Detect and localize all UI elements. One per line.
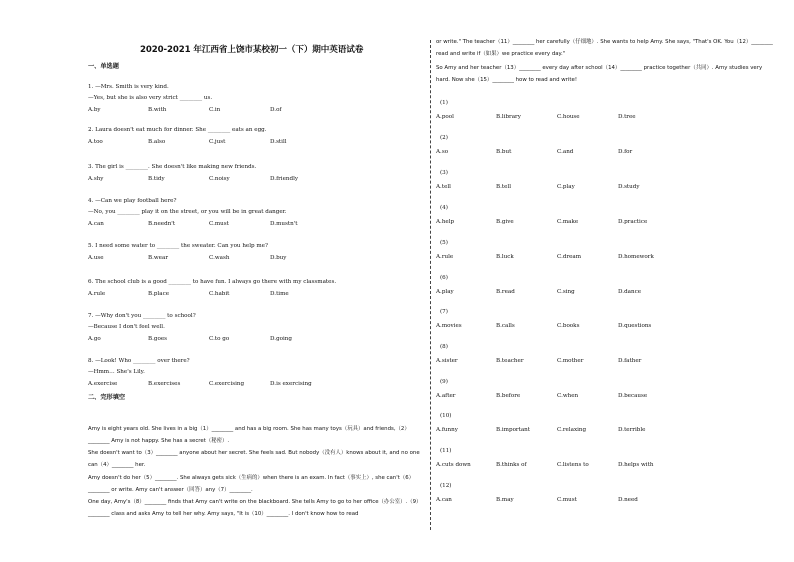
cloze-question-number: (8) — [440, 344, 448, 350]
question-1-options — [88, 107, 418, 114]
section-heading-single-choice: 一、单选题 — [88, 63, 119, 70]
cloze-6-option-b: B.read — [496, 289, 515, 295]
question-8-text: 8. —Look! Who ________ over there? — [88, 358, 190, 364]
cloze-11-options — [436, 462, 766, 469]
passage-paragraph: Amy doesn't do her（5）________. She always gets sick（生病的）when there is an exam. In fact（事实上）, she can't（6）________ or write. Amy can't answer（回答）any（7）________. — [88, 475, 415, 493]
passage-paragraph: Amy is eight years old. She lives in a big（1）________ and has a big room. She has many toys（玩具）and friends,（2）________ Amy is not happy. She has a secret（秘密）. — [88, 426, 410, 444]
cloze-4-option-c: C.make — [557, 219, 579, 225]
question-3-options — [88, 176, 418, 183]
question-5-option-b: B.wear — [148, 255, 168, 261]
cloze-question-number: (2) — [440, 135, 448, 141]
question-8-option-c: C.exercising — [209, 381, 245, 387]
cloze-12-option-c: C.must — [557, 497, 577, 503]
cloze-2-option-d: D.for — [618, 149, 633, 155]
cloze-1-option-d: D.tree — [618, 114, 636, 120]
cloze-7-options — [436, 323, 766, 330]
cloze-9-option-c: C.when — [557, 393, 579, 399]
cloze-8-option-a: A.sister — [436, 358, 458, 364]
question-5-option-c: C.wash — [209, 255, 230, 261]
cloze-4-option-a: A.help — [436, 219, 455, 225]
cloze-3-options — [436, 184, 766, 191]
question-4-text: 4. —Can we play football here? — [88, 198, 177, 204]
cloze-7-option-d: D.questions — [618, 323, 652, 329]
question-2-option-d: D.still — [270, 139, 287, 145]
cloze-6-option-c: C.sing — [557, 289, 575, 295]
page-title: 2020-2021 年江西省上饶市某校初一（下）期中英语试卷 — [140, 45, 364, 55]
cloze-2-options — [436, 149, 766, 156]
question-8-options — [88, 381, 418, 388]
cloze-question-number: (12) — [440, 483, 452, 489]
cloze-10-option-d: D.terrible — [618, 427, 646, 433]
cloze-7-option-a: A.movies — [436, 323, 462, 329]
question-5-text: 5. I need some water to ________ the sweater. Can you help me? — [88, 243, 268, 249]
cloze-question-number: (3) — [440, 170, 448, 176]
cloze-7-option-c: C.books — [557, 323, 580, 329]
cloze-11-option-a: A.cuts down — [436, 462, 471, 468]
question-1-option-d: D.of — [270, 107, 282, 113]
question-8-option-d: D.is exercising — [270, 381, 312, 387]
cloze-5-option-d: D.homework — [618, 254, 654, 260]
question-7-option-b: B.goes — [148, 336, 168, 342]
question-8-text: —Hmm… She's Lily. — [88, 369, 145, 375]
question-3-text: 3. The girl is ________. She doesn't like making new friends. — [88, 164, 257, 170]
cloze-4-option-b: B.give — [496, 219, 514, 225]
cloze-6-option-d: D.dance — [618, 289, 642, 295]
cloze-10-option-c: C.relaxing — [557, 427, 587, 433]
cloze-12-option-b: B.may — [496, 497, 514, 503]
question-1-option-c: C.in — [209, 107, 221, 113]
cloze-10-options — [436, 427, 766, 434]
cloze-10-option-b: B.important — [496, 427, 531, 433]
cloze-8-options — [436, 358, 766, 365]
question-3-option-d: D.friendly — [270, 176, 299, 182]
cloze-5-option-b: B.luck — [496, 254, 514, 260]
question-7-option-d: D.going — [270, 336, 292, 342]
cloze-question-number: (1) — [440, 100, 448, 106]
question-5-option-d: D.buy — [270, 255, 287, 261]
question-1-text: 1. —Mrs. Smith is very kind. — [88, 84, 169, 90]
cloze-1-option-c: C.house — [557, 114, 580, 120]
cloze-8-option-d: D.father — [618, 358, 642, 364]
cloze-9-option-b: B.before — [496, 393, 521, 399]
cloze-11-option-d: D.helps with — [618, 462, 654, 468]
question-7-text: —Because I don't feel well. — [88, 324, 165, 330]
question-4-option-d: D.mustn't — [270, 221, 298, 227]
cloze-1-option-a: A.pool — [436, 114, 454, 120]
question-4-option-b: B.needn't — [148, 221, 176, 227]
cloze-5-option-c: C.dream — [557, 254, 582, 260]
question-5-option-a: A.use — [88, 255, 104, 261]
cloze-11-option-b: B.thinks of — [496, 462, 527, 468]
question-7-text: 7. —Why don't you ________ to school? — [88, 313, 196, 319]
question-2-option-c: C.just — [209, 139, 226, 145]
question-4-options — [88, 221, 418, 228]
question-4-option-c: C.must — [209, 221, 229, 227]
question-2-option-a: A.too — [88, 139, 103, 145]
cloze-8-option-b: B.teacher — [496, 358, 524, 364]
cloze-12-option-a: A.can — [436, 497, 452, 503]
question-2-text: 2. Laura doesn't eat much for dinner. She ________ eats an egg. — [88, 127, 267, 133]
question-5-options — [88, 255, 418, 262]
cloze-5-options — [436, 254, 766, 261]
question-4-text: —No, you ________ play it on the street, or you will be in great danger. — [88, 209, 287, 215]
question-7-options — [88, 336, 418, 343]
cloze-question-number: (6) — [440, 275, 448, 281]
cloze-9-option-d: D.because — [618, 393, 648, 399]
cloze-12-option-d: D.need — [618, 497, 638, 503]
cloze-9-options — [436, 393, 766, 400]
cloze-question-number: (9) — [440, 379, 448, 385]
cloze-6-options — [436, 289, 766, 296]
cloze-2-option-a: A.so — [436, 149, 449, 155]
section-heading-cloze: 二、完形填空 — [88, 394, 126, 401]
question-1-option-a: A.by — [88, 107, 101, 113]
question-1-text: —Yes, but she is also very strict ________ us. — [88, 95, 213, 101]
question-6-options — [88, 291, 418, 298]
cloze-4-option-d: D.practice — [618, 219, 648, 225]
column-divider — [430, 40, 431, 530]
question-8-option-b: B.exercises — [148, 381, 181, 387]
cloze-4-options — [436, 219, 766, 226]
question-3-option-a: A.shy — [88, 176, 104, 182]
question-6-text: 6. The school club is a good ________ to have fun. I always go there with my classmates. — [88, 279, 337, 285]
cloze-question-number: (11) — [440, 448, 452, 454]
cloze-question-number: (7) — [440, 309, 448, 315]
question-1-option-b: B.with — [148, 107, 167, 113]
cloze-2-option-c: C.and — [557, 149, 574, 155]
question-6-option-d: D.time — [270, 291, 289, 297]
cloze-3-option-d: D.study — [618, 184, 640, 190]
question-6-option-a: A.rule — [88, 291, 106, 297]
cloze-1-options — [436, 114, 766, 121]
cloze-2-option-b: B.but — [496, 149, 512, 155]
passage-paragraph: So Amy and her teacher（13）________ every day after school（14）________ practice together（共同）. Amy studies very hard. Now she（15）________ how to read and write! — [436, 65, 763, 83]
question-2-options — [88, 139, 418, 146]
cloze-10-option-a: A.funny — [436, 427, 458, 433]
question-6-option-b: B.place — [148, 291, 170, 297]
question-7-option-c: C.to go — [209, 336, 230, 342]
passage-paragraph: or write." The teacher（11）________ her carefully（仔细地）. She wants to help Amy. She says, "That's OK. You（12）________ read and write if（如果）we practice every day." — [436, 39, 773, 57]
cloze-question-number: (4) — [440, 205, 448, 211]
cloze-3-option-b: B.tell — [496, 184, 512, 190]
cloze-11-option-c: C.listens to — [557, 462, 589, 468]
cloze-6-option-a: A.play — [436, 289, 454, 295]
cloze-7-option-b: B.calls — [496, 323, 515, 329]
passage-paragraph: One day, Amy's（8）________ finds that Amy can't write on the blackboard. She tells Amy to go to her office（办公室）.（9）________ class and asks Amy to tell her why. Amy says, "It is（10）________. I don't know how to read — [88, 499, 422, 517]
cloze-question-number: (5) — [440, 240, 448, 246]
question-7-option-a: A.go — [88, 336, 101, 342]
question-3-option-c: C.noisy — [209, 176, 230, 182]
question-4-option-a: A.can — [88, 221, 104, 227]
passage-paragraph: She doesn't want to（3）________ anyone about her secret. She feels sad. But nobody（没有人）knows about it, and no one can（4）________ her. — [88, 450, 420, 468]
cloze-5-option-a: A.rule — [436, 254, 454, 260]
cloze-8-option-c: C.mother — [557, 358, 584, 364]
cloze-question-number: (10) — [440, 413, 452, 419]
question-8-option-a: A.exercise — [88, 381, 118, 387]
question-6-option-c: C.habit — [209, 291, 230, 297]
cloze-3-option-c: C.play — [557, 184, 575, 190]
cloze-3-option-a: A.tell — [436, 184, 451, 190]
cloze-1-option-b: B.library — [496, 114, 521, 120]
cloze-12-options — [436, 497, 766, 504]
question-2-option-b: B.also — [148, 139, 166, 145]
cloze-9-option-a: A.after — [436, 393, 456, 399]
question-3-option-b: B.tidy — [148, 176, 165, 182]
